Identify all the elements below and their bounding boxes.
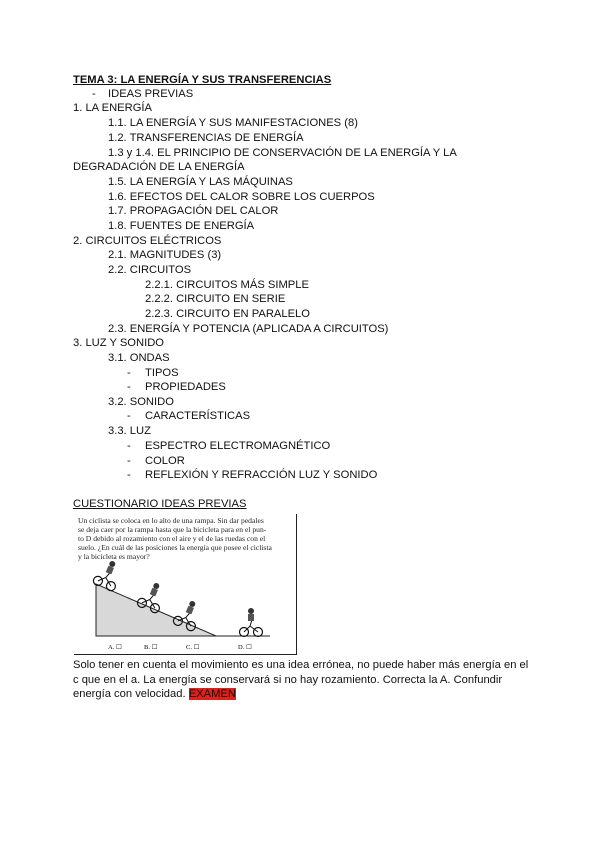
outline-item: COLOR [145,455,185,467]
outline-item: CARACTERÍSTICAS [145,410,251,422]
answer-paragraph [73,658,533,702]
option-c: C. ☐ [186,644,200,651]
outline-item: ESPECTRO ELECTROMAGNÉTICO [145,440,331,452]
outline-item: 1.7. PROPAGACIÓN DEL CALOR [108,205,279,217]
exam-tag: EXAMEN [188,688,236,700]
bullet-dash: - [127,455,131,467]
outline-item: 3.3. LUZ [108,425,151,437]
outline-item: 2.2.2. CIRCUITO EN SERIE [145,293,286,305]
answer-text: Solo tener en cuenta el movimiento es una idea errónea, no puede haber más energía en el c que en el a. La energía se conservará si no hay rozamiento. Correcta la A. Confundir energía con velocidad. [73,659,529,700]
outline-item: 3. LUZ Y SONIDO [73,337,164,349]
question-line: suelo. ¿En cuál de las posiciones la energía que posee el ciclista [78,543,272,552]
outline-item: 1.3 y 1.4. EL PRINCIPIO DE CONSERVACIÓN DE LA ENERGÍA Y LA [108,147,457,159]
option-d: D. ☐ [238,644,252,651]
bullet-dash: - [127,440,131,452]
quiz-heading: CUESTIONARIO IDEAS PREVIAS [73,498,247,510]
outline-item: 1.8. FUENTES DE ENERGÍA [108,220,255,232]
outline-item: 3.1. ONDAS [108,352,170,364]
outline-item: 1.6. EFECTOS DEL CALOR SOBRE LOS CUERPOS [108,191,375,203]
outline-item: TIPOS [145,367,179,379]
outline-item: 2.2. CIRCUITOS [108,264,192,276]
outline-item: 2.1. MAGNITUDES (3) [108,249,222,261]
bullet-dash: - [127,410,131,422]
outline-item: 1.1. LA ENERGÍA Y SUS MANIFESTACIONES (8) [108,117,358,129]
outline-item: 3.2. SONIDO [108,396,174,408]
cyclist-icon-d [240,608,263,637]
outline-item: 2.2.1. CIRCUITOS MÁS SIMPLE [145,279,309,291]
bullet-dash: - [127,381,131,393]
question-line: se deja caer por la rampa hasta que la bicicleta para en el pun- [78,525,267,534]
outline-item: 2.3. ENERGÍA Y POTENCIA (APLICADA A CIRCUITOS) [108,323,389,335]
document-title: TEMA 3: LA ENERGÍA Y SUS TRANSFERENCIAS [73,74,332,86]
question-line: Un ciclista se coloca en lo alto de una rampa. Sin dar pedales [78,516,264,525]
outline-item: 2.2.3. CIRCUITO EN PARALELO [145,308,310,320]
outline-item: 1.2. TRANSFERENCIAS DE ENERGÍA [108,132,304,144]
outline-item: REFLEXIÓN Y REFRACCIÓN LUZ Y SONIDO [145,469,378,481]
option-a: A. ☐ [108,644,122,651]
outline-item: IDEAS PREVIAS [108,88,194,100]
bullet-dash: - [127,469,131,481]
outline-item: PROPIEDADES [145,381,226,393]
question-line: to D debido al rozamiento con el aire y el de las ruedas con el [78,534,266,543]
bullet-dash: - [127,367,131,379]
option-b: B. ☐ [144,644,158,651]
quiz-figure [74,514,297,655]
outline-item: 2. CIRCUITOS ELÉCTRICOS [73,235,222,247]
bullet-dash: - [92,88,96,100]
ramp-illustration [74,514,296,654]
question-line: y la bicicleta es mayor? [78,552,150,561]
outline-item: 1.5. LA ENERGÍA Y LAS MÁQUINAS [108,176,293,188]
outline-item: DEGRADACIÓN DE LA ENERGÍA [73,161,245,173]
outline-item: 1. LA ENERGÍA [73,102,152,114]
